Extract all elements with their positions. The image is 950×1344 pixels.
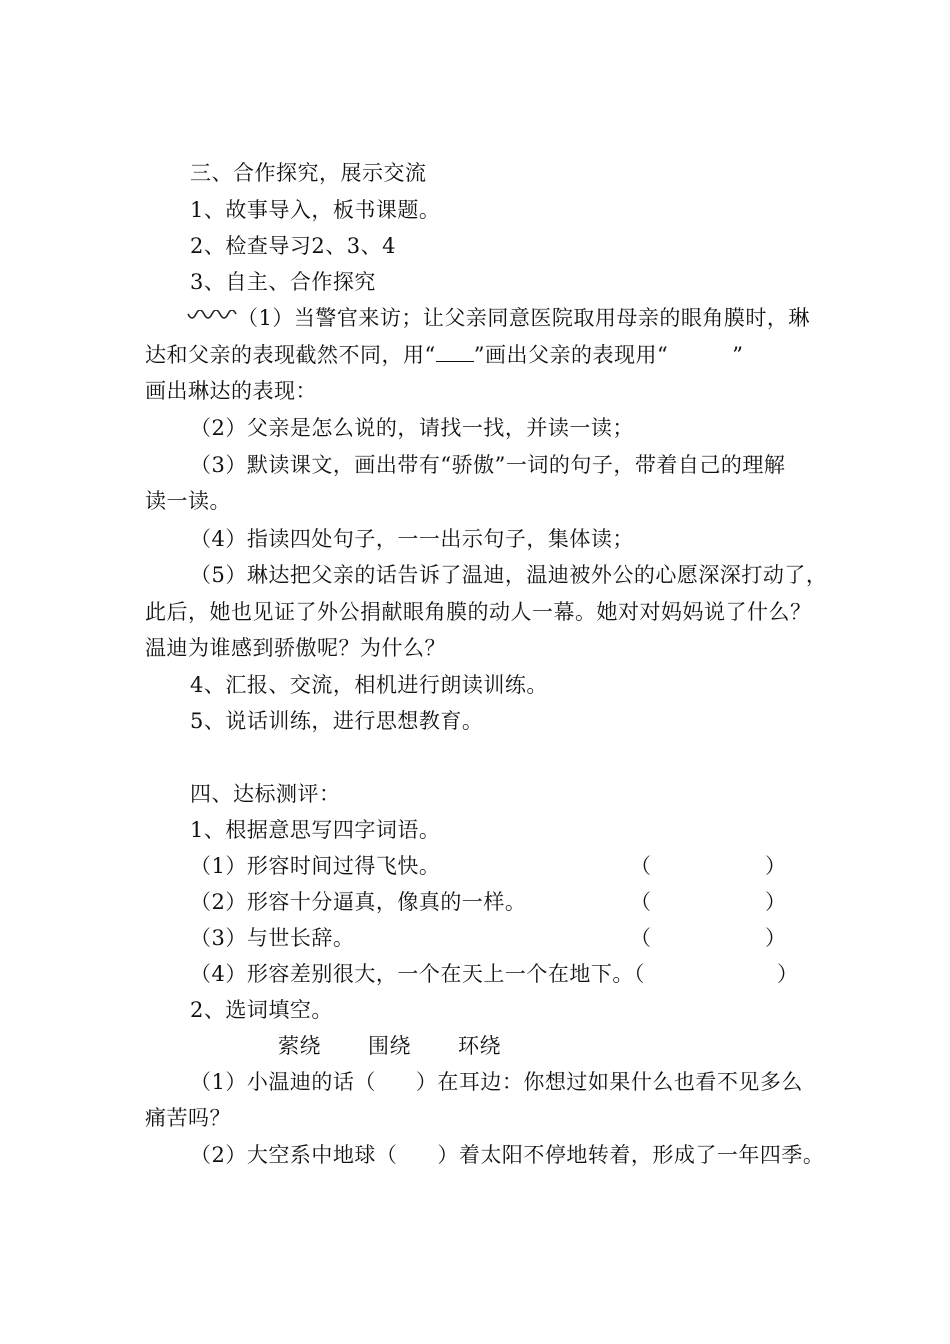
word-choice-2: 围绕: [368, 1034, 411, 1058]
task2-s1-text-a: （1）小温迪的话（: [190, 1070, 376, 1094]
q4-line: （4）指读四处句子，一一出示句子，集体读；: [190, 527, 634, 551]
q2-line: （2）父亲是怎么说的，请找一找，并读一读；: [190, 416, 634, 440]
task1-row-2-close-paren: ）: [765, 890, 787, 914]
task1-row-1-close-paren: ）: [765, 854, 787, 878]
section3-item-3: 3、自主、合作探究: [190, 270, 376, 294]
task1-row-4-close-paren: ）: [777, 962, 799, 986]
task2-s2-text-b: ）着太阳不停地转着，形成了一年四季。: [437, 1143, 825, 1167]
section3-item-5: 5、说话训练，进行思想教育。: [190, 709, 484, 733]
wavy-underline-mark: [187, 310, 239, 324]
task1-title: 1、根据意思写四字词语。: [190, 818, 441, 842]
task1-row-3-open-paren: （: [630, 926, 652, 950]
q1-line1: （1）当警官来访；让父亲同意医院取用母亲的眼角膜时，琳: [237, 306, 810, 330]
q1-line2: [145, 341, 743, 369]
task2-s1-line2: 痛苦吗？: [145, 1106, 231, 1130]
section3-item-4: 4、汇报、交流，相机进行朗读训练。: [190, 673, 548, 697]
q3-line1: （3）默读课文，画出带有“骄傲”一词的句子，带着自己的理解: [190, 453, 786, 477]
task2-s1-line1: [190, 1068, 803, 1096]
task2-title: 2、选词填空。: [190, 998, 333, 1022]
section4-heading: 四、达标测评：: [190, 782, 341, 806]
underline-blank: [436, 341, 474, 362]
task1-row-3-close-paren: ）: [765, 926, 787, 950]
task1-row-2-text: （2）形容十分逼真，像真的一样。: [190, 890, 527, 914]
word-choice-3: 环绕: [458, 1034, 501, 1058]
task1-row-1-text: （1）形容时间过得飞快。: [190, 854, 441, 878]
q1-line2-text-b: ”画出父亲的表现用“: [473, 343, 669, 367]
section3-heading: 三、合作探究，展示交流: [190, 161, 427, 185]
task1-row-4-text: （4）形容差别很大，一个在天上一个在地下。（: [190, 962, 645, 986]
task1-row-3-text: （3）与世长辞。: [190, 926, 355, 950]
q5-line3: 温迪为谁感到骄傲呢？为什么？: [145, 636, 446, 660]
q5-line1: （5）琳达把父亲的话告诉了温迪，温迪被外公的心愿深深打动了，: [190, 563, 828, 587]
task1-row-1-open-paren: （: [630, 854, 652, 878]
section3-item-1: 1、故事导入，板书课题。: [190, 198, 441, 222]
task2-s2-line: [190, 1141, 824, 1169]
task1-row-2-open-paren: （: [630, 890, 652, 914]
section3-item-2: 2、检查导习2、3、4: [190, 234, 396, 258]
q3-line2: 读一读。: [145, 489, 231, 513]
q1-line3: 画出琳达的表现：: [145, 379, 317, 403]
word-choice-1: 萦绕: [278, 1034, 321, 1058]
q1-line2-text-c: ”: [732, 343, 744, 367]
task2-s1-text-b: ）在耳边：你想过如果什么也看不见多么: [415, 1070, 803, 1094]
q1-line2-text-a: 达和父亲的表现截然不同，用“: [145, 343, 436, 367]
task2-s2-text-a: （2）大空系中地球（: [190, 1143, 398, 1167]
q5-line2: 此后，她也见证了外公捐献眼角膜的动人一幕。她对对妈妈说了什么？: [145, 600, 812, 624]
